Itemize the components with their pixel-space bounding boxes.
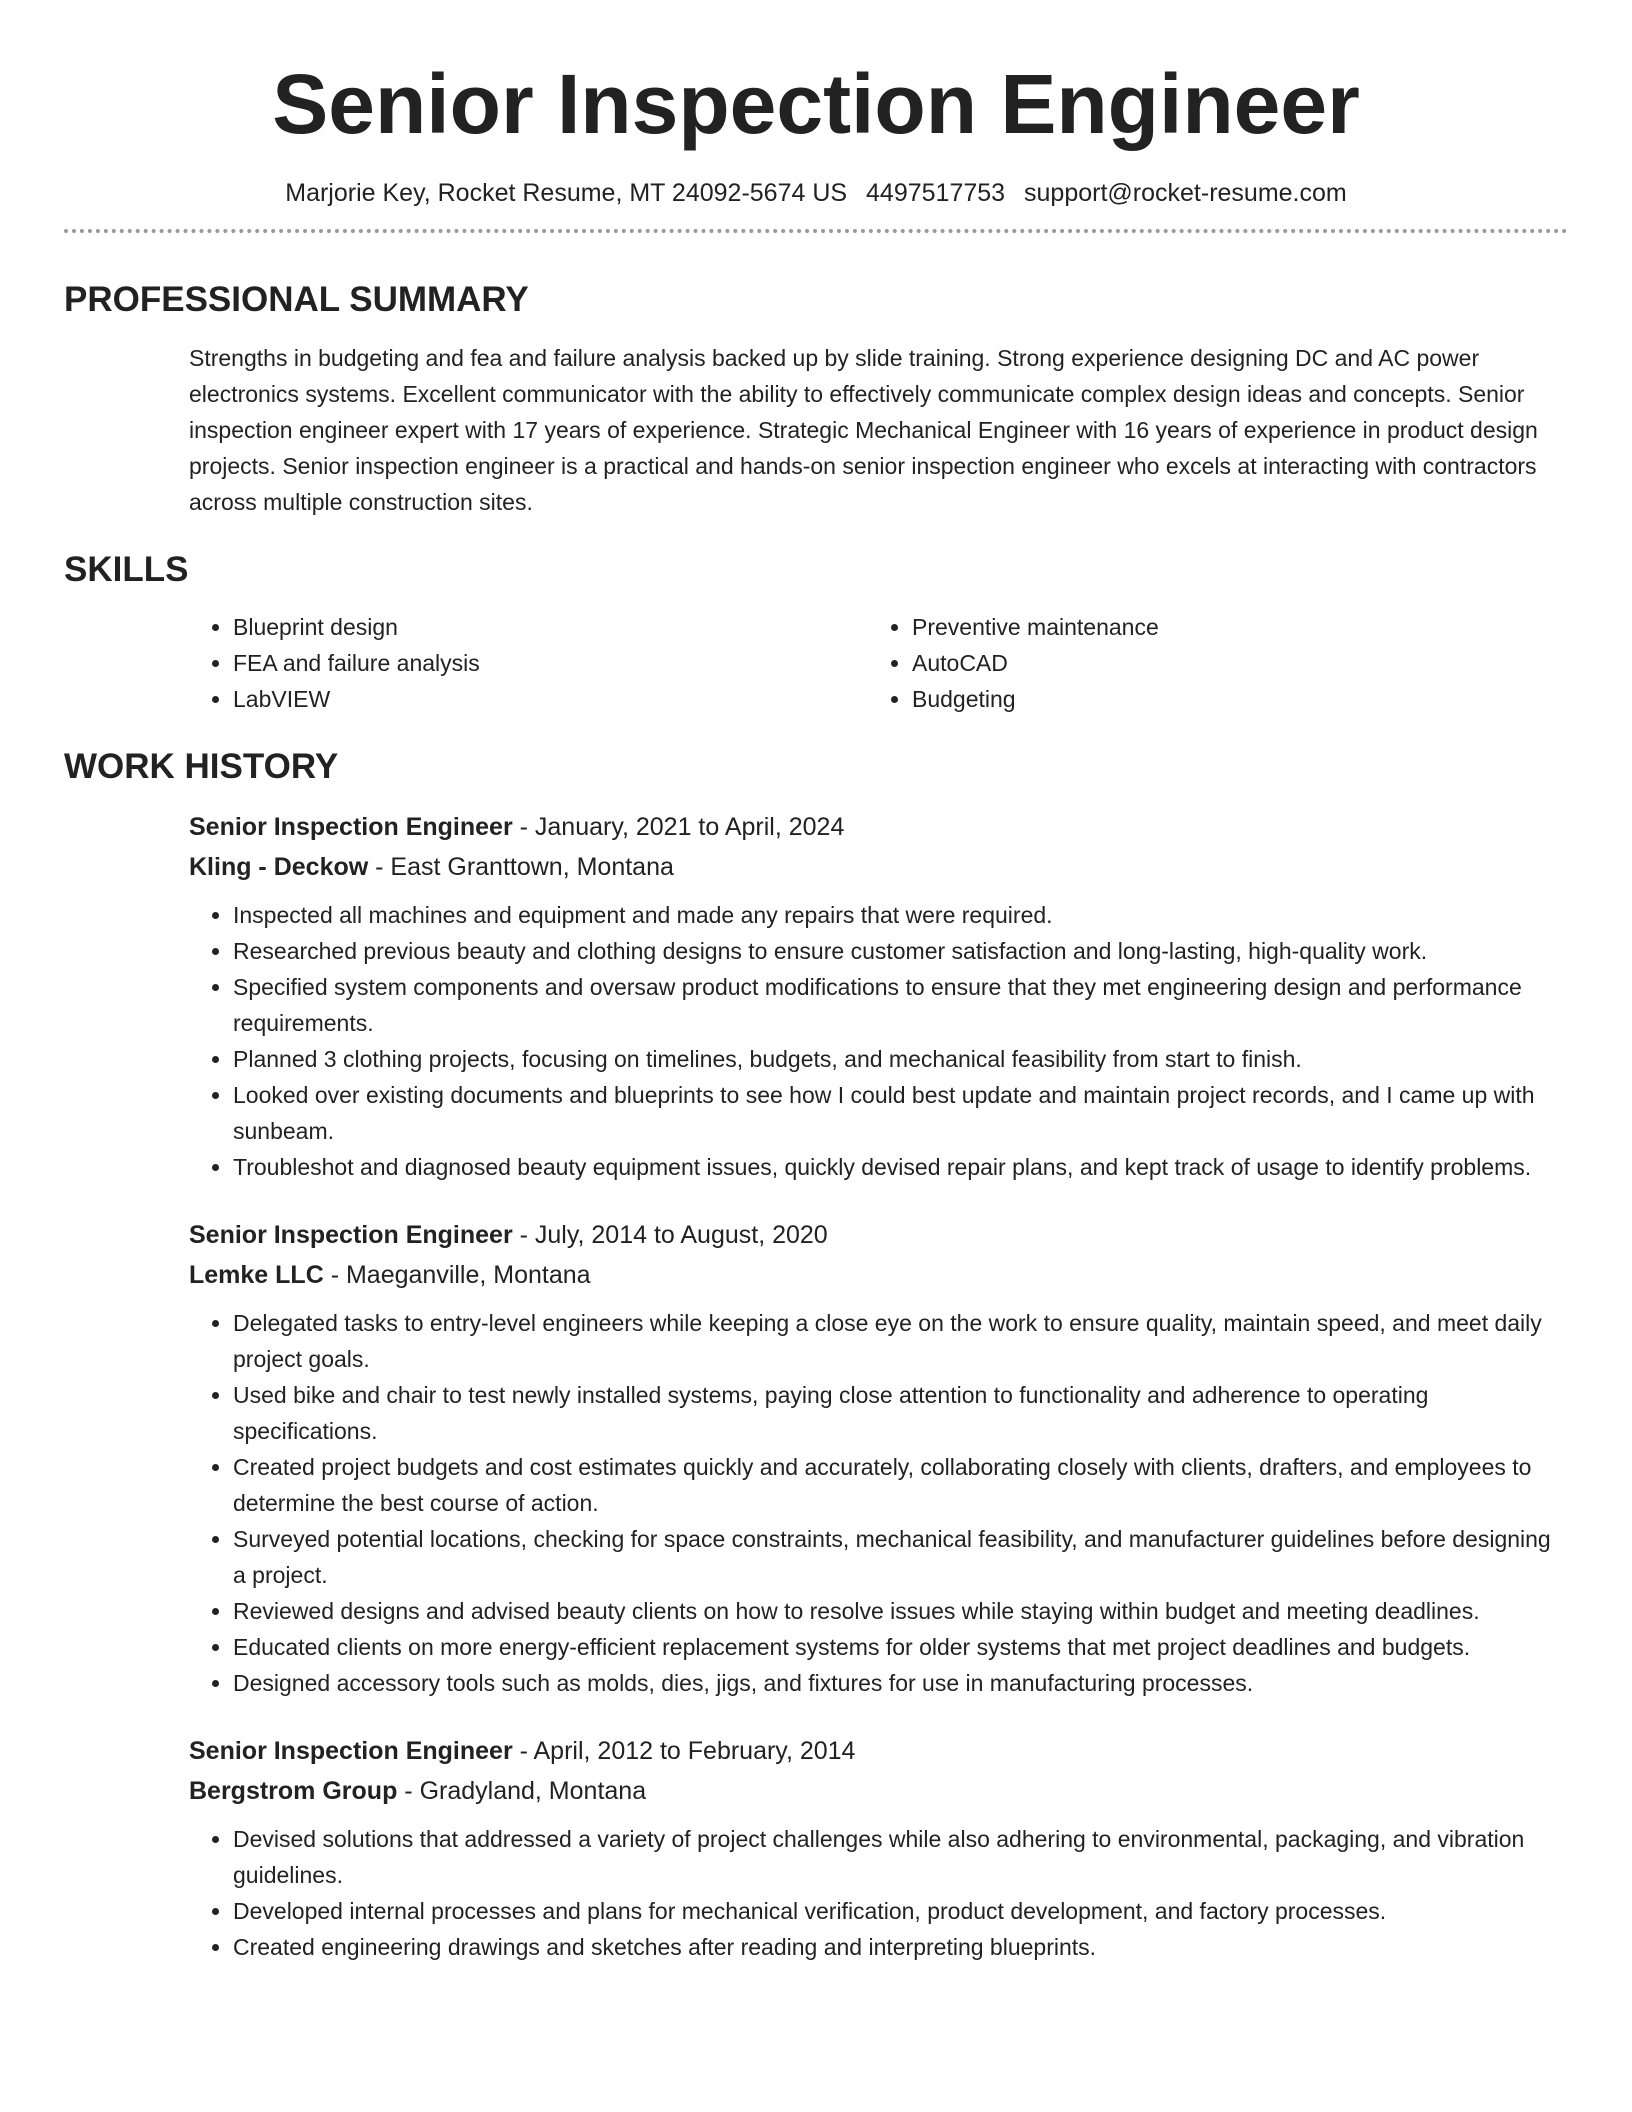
contact-phone: 4497517753 <box>866 179 1006 207</box>
skill-item: • FEA and failure analysis <box>233 645 868 681</box>
job-bullets <box>189 1821 1568 1965</box>
job-title-line <box>189 1215 1568 1255</box>
job-bullet: • Surveyed potential locations, checking for space constraints, mechanical feasibility, and manufacturer guidelines before designing a project. <box>233 1521 1568 1593</box>
job-entry <box>189 1731 1568 1965</box>
job-bullet: • Developed internal processes and plans for mechanical verification, product development, and factory processes. <box>233 1893 1568 1929</box>
job-company: Bergstrom Group <box>189 1777 398 1805</box>
job-location: - Maeganville, Montana <box>323 1261 591 1289</box>
skill-item: • Blueprint design <box>233 609 868 645</box>
job-bullets <box>189 897 1568 1185</box>
skills-heading: SKILLS <box>64 550 189 589</box>
summary-heading: PROFESSIONAL SUMMARY <box>64 280 529 319</box>
work-history-heading: WORK HISTORY <box>64 747 339 786</box>
job-location: - East Granttown, Montana <box>368 853 674 881</box>
contact-address: Marjorie Key, Rocket Resume, MT 24092-5674 US <box>285 179 848 207</box>
header-divider <box>64 229 1568 233</box>
job-bullet: • Reviewed designs and advised beauty clients on how to resolve issues while staying within budget and meeting deadlines. <box>233 1593 1568 1629</box>
job-bullet: • Created project budgets and cost estimates quickly and accurately, collaborating closely with clients, drafters, and employees to determine the best course of action. <box>233 1449 1568 1521</box>
resume-page <box>64 0 1568 1965</box>
skill-item: • Budgeting <box>912 681 1547 717</box>
job-title-line <box>189 807 1568 847</box>
summary-text: Strengths in budgeting and fea and failure analysis backed up by slide training. Strong experience designing DC and AC power electronics systems. Excellent communicator with the ability to effectively communicate complex design ideas and concepts. Senior inspection engineer expert with 17 years of experience. Strategic Mechanical Engineer with 16 years of experience in product design projects. Senior inspection engineer is a practical and hands-on senior inspection engineer who excels at interacting with contractors across multiple construction sites. <box>189 345 1538 515</box>
job-entry <box>189 1215 1568 1701</box>
contact-email: support@rocket-resume.com <box>1024 179 1347 207</box>
job-dates: - July, 2014 to August, 2020 <box>512 1221 828 1249</box>
job-title: Senior Inspection Engineer <box>189 1737 513 1765</box>
job-bullet: • Inspected all machines and equipment and made any repairs that were required. <box>233 897 1568 933</box>
job-bullet: • Educated clients on more energy-efficient replacement systems for older systems that met project deadlines and budgets. <box>233 1629 1568 1665</box>
skill-item: • Preventive maintenance <box>912 609 1547 645</box>
job-bullet: • Devised solutions that addressed a variety of project challenges while also adhering to environmental, packaging, and vibration guidelines. <box>233 1821 1568 1893</box>
contact-line <box>64 176 1568 210</box>
job-company-line <box>189 847 1568 887</box>
skill-item: • LabVIEW <box>233 681 868 717</box>
job-title-line <box>189 1731 1568 1771</box>
job-company-line <box>189 1771 1568 1811</box>
job-bullet: • Looked over existing documents and blueprints to see how I could best update and maintain project records, and I came up with sunbeam. <box>233 1077 1568 1149</box>
job-bullet: • Designed accessory tools such as molds, dies, jigs, and fixtures for use in manufacturing processes. <box>233 1665 1568 1701</box>
job-bullet: • Used bike and chair to test newly installed systems, paying close attention to functionality and adherence to operating specifications. <box>233 1377 1568 1449</box>
skills-list <box>189 609 1568 717</box>
job-bullet: • Researched previous beauty and clothing designs to ensure customer satisfaction and long-lasting, high-quality work. <box>233 933 1568 969</box>
job-dates: - January, 2021 to April, 2024 <box>512 813 845 841</box>
job-location: - Gradyland, Montana <box>397 1777 647 1805</box>
job-dates: - April, 2012 to February, 2014 <box>512 1737 856 1765</box>
skill-item: • AutoCAD <box>912 645 1547 681</box>
resume-title: Senior Inspection Engineer <box>272 57 1360 151</box>
job-bullet: • Troubleshot and diagnosed beauty equipment issues, quickly devised repair plans, and kept track of usage to identify problems. <box>233 1149 1568 1185</box>
job-title: Senior Inspection Engineer <box>189 813 513 841</box>
job-bullet: • Created engineering drawings and sketches after reading and interpreting blueprints. <box>233 1929 1568 1965</box>
job-bullet: • Delegated tasks to entry-level engineers while keeping a close eye on the work to ensure quality, maintain speed, and meet daily project goals. <box>233 1305 1568 1377</box>
skills-column-right <box>868 609 1547 717</box>
job-bullets <box>189 1305 1568 1701</box>
skills-column-left <box>189 609 868 717</box>
job-company-line <box>189 1255 1568 1295</box>
job-bullet: • Specified system components and oversaw product modifications to ensure that they met engineering design and performance requirements. <box>233 969 1568 1041</box>
job-company: Kling - Deckow <box>189 853 369 881</box>
job-entry <box>189 807 1568 1185</box>
job-bullet: • Planned 3 clothing projects, focusing on timelines, budgets, and mechanical feasibility from start to finish. <box>233 1041 1568 1077</box>
job-company: Lemke LLC <box>189 1261 324 1289</box>
job-title: Senior Inspection Engineer <box>189 1221 513 1249</box>
